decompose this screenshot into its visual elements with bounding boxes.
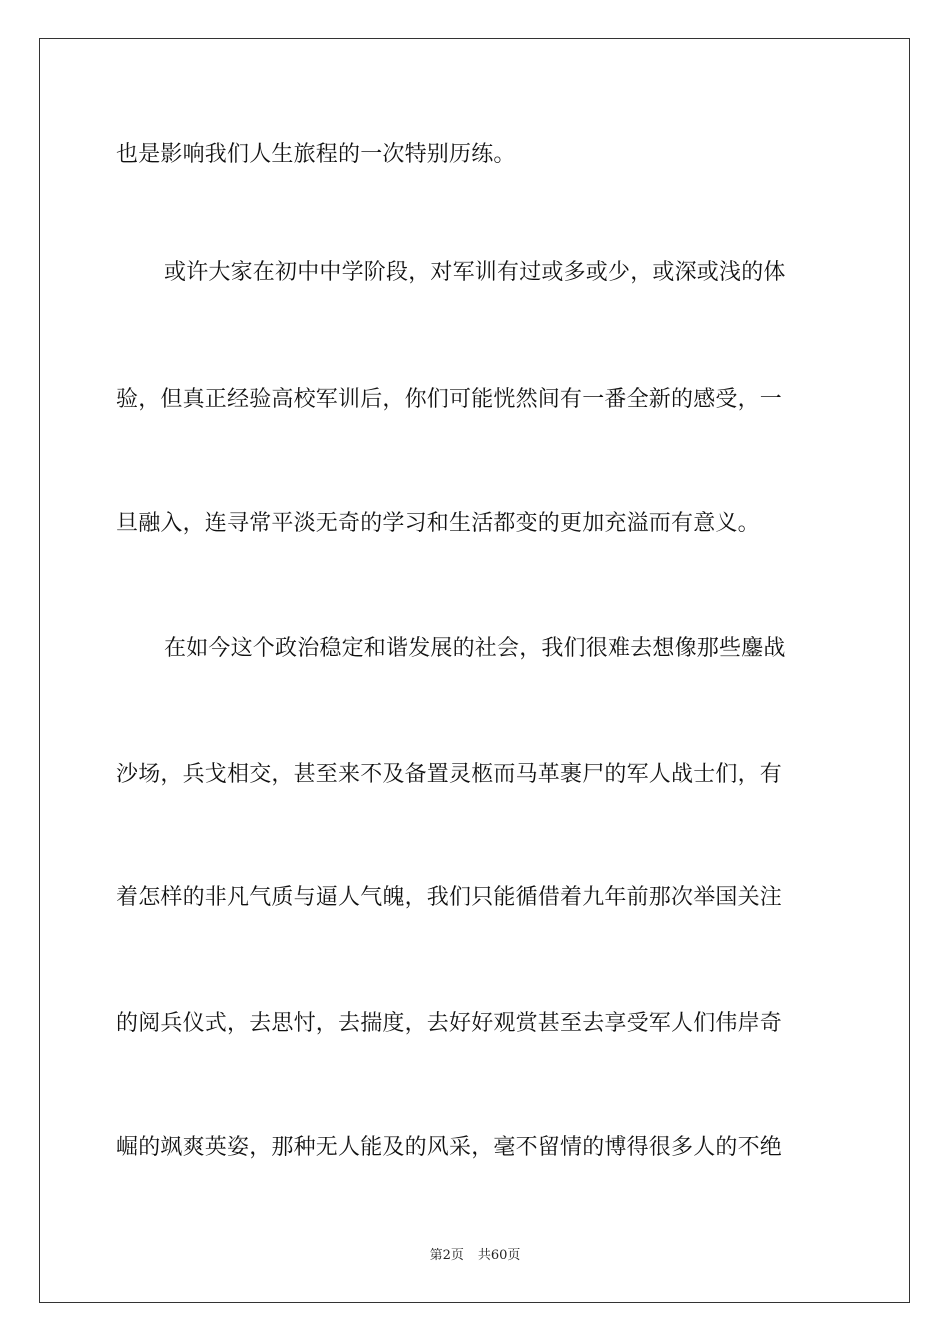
- paragraph-line: 的阅兵仪式，去思忖，去揣度，去好好观赏甚至去享受军人们伟岸奇: [116, 1011, 783, 1036]
- paragraph-line: 旦融入，连寻常平淡无奇的学习和生活都变的更加充溢而有意义。: [116, 511, 760, 536]
- page-footer: [0, 1247, 950, 1265]
- paragraph-line: 崛的飒爽英姿，那种无人能及的风采，毫不留情的博得很多人的不绝: [116, 1135, 783, 1160]
- total-pages: 共60页: [477, 1248, 521, 1263]
- paragraph-line: 或许大家在初中中学阶段，对军训有过或多或少，或深或浅的体: [164, 260, 786, 285]
- page-number: 第2页: [429, 1248, 464, 1263]
- paragraph-line: 着怎样的非凡气质与逼人气魄，我们只能循借着九年前那次举国关注: [116, 885, 783, 910]
- paragraph-line: 在如今这个政治稳定和谐发展的社会，我们很难去想像那些鏖战: [164, 636, 786, 661]
- paragraph-line: 验，但真正经验高校军训后，你们可能恍然间有一番全新的感受，一: [116, 387, 783, 412]
- paragraph-line: 也是影响我们人生旅程的一次特别历练。: [116, 142, 516, 167]
- page-border: [39, 38, 910, 1303]
- paragraph-line: 沙场，兵戈相交，甚至来不及备置灵柩而马革裹尸的军人战士们，有: [116, 762, 783, 787]
